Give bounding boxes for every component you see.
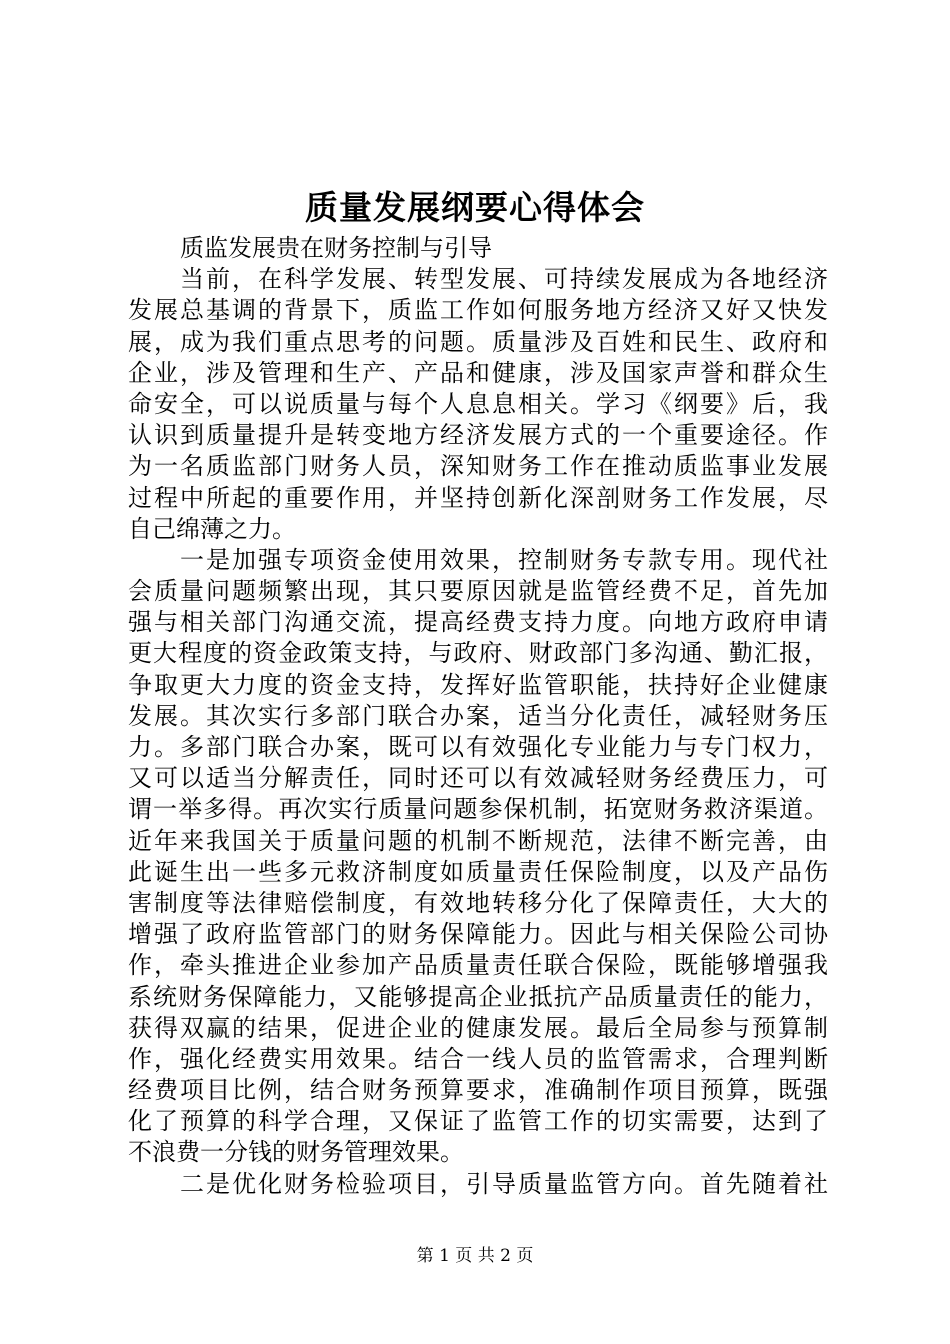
text-line: 强与相关部门沟通交流，提高经费支持力度。向地方政府申请 [128, 608, 828, 637]
text-line: 自己绵薄之力。 [128, 514, 296, 543]
text-line: 不浪费一分钱的财务管理效果。 [128, 1138, 464, 1167]
text-line: 化了预算的科学合理，又保证了监管工作的切实需要，达到了 [128, 1107, 828, 1136]
text-line: 争取更大力度的资金支持，发挥好监管职能，扶持好企业健康 [128, 670, 828, 699]
text-line: 害制度等法律赔偿制度，有效地转移分化了保障责任，大大的 [128, 888, 828, 917]
text-line: 一是加强专项资金使用效果，控制财务专款专用。现代社 [180, 545, 828, 574]
text-line: 展，成为我们重点思考的问题。质量涉及百姓和民生、政府和 [128, 327, 828, 356]
document-title: 质量发展纲要心得体会 [305, 188, 645, 227]
text-line: 二是优化财务检验项目，引导质量监管方向。首先随着社 [180, 1169, 828, 1198]
text-line: 又可以适当分解责任，同时还可以有效减轻财务经费压力，可 [128, 764, 828, 793]
text-line: 此诞生出一些多元救济制度如质量责任保险制度，以及产品伤 [128, 857, 828, 886]
text-line: 谓一举多得。再次实行质量问题参保机制，拓宽财务救济渠道。 [128, 795, 828, 824]
text-line: 获得双赢的结果，促进企业的健康发展。最后全局参与预算制 [128, 1013, 828, 1042]
text-line: 更大程度的资金政策支持，与政府、财政部门多沟通、勤汇报， [128, 639, 828, 668]
text-line: 增强了政府监管部门的财务保障能力。因此与相关保险公司协 [128, 920, 828, 949]
text-line: 作，强化经费实用效果。结合一线人员的监管需求，合理判断 [128, 1044, 828, 1073]
text-line: 为一名质监部门财务人员，深知财务工作在推动质监事业发展 [128, 452, 828, 481]
text-line: 近年来我国关于质量问题的机制不断规范，法律不断完善，由 [128, 826, 828, 855]
text-line: 认识到质量提升是转变地方经济发展方式的一个重要途径。作 [128, 421, 828, 450]
text-line: 作，牵头推进企业参加产品质量责任联合保险，既能够增强我 [128, 951, 828, 980]
text-line: 质监发展贵在财务控制与引导 [180, 234, 492, 262]
text-line: 系统财务保障能力，又能够提高企业抵抗产品质量责任的能力， [128, 982, 828, 1011]
text-line: 命安全，可以说质量与每个人息息相关。学习《纲要》后，我 [128, 389, 828, 418]
text-line: 发展。其次实行多部门联合办案，适当分化责任，减轻财务压 [128, 701, 828, 730]
page-footer: 第 1 页 共 2 页 [416, 1246, 534, 1266]
text-line: 企业，涉及管理和生产、产品和健康，涉及国家声誉和群众生 [128, 358, 828, 387]
text-line: 当前，在科学发展、转型发展、可持续发展成为各地经济 [180, 265, 828, 294]
document-body [128, 233, 828, 1200]
text-line: 发展总基调的背景下，质监工作如何服务地方经济又好又快发 [128, 296, 828, 325]
text-line: 过程中所起的重要作用，并坚持创新化深剖财务工作发展，尽 [128, 483, 828, 512]
text-line: 会质量问题频繁出现，其只要原因就是监管经费不足，首先加 [128, 577, 828, 606]
text-line: 经费项目比例，结合财务预算要求，准确制作项目预算，既强 [128, 1076, 828, 1105]
text-line: 力。多部门联合办案，既可以有效强化专业能力与专门权力， [128, 733, 828, 761]
